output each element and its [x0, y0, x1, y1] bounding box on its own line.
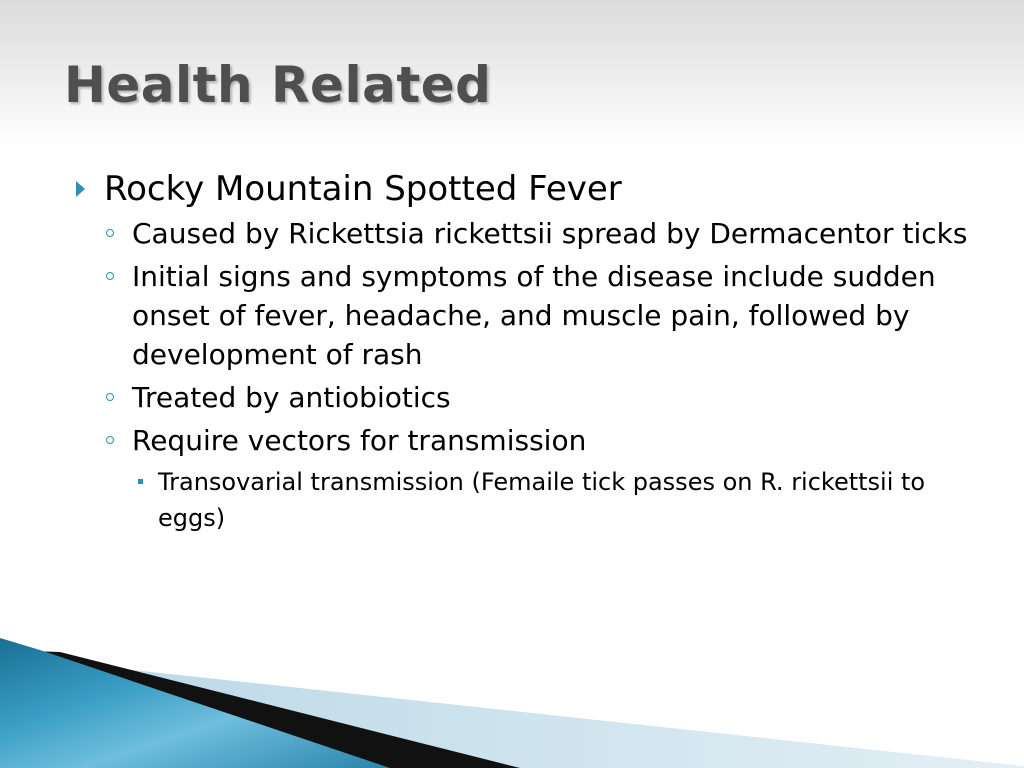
bullet-level2: [100, 378, 972, 417]
bullet-level2: [100, 257, 972, 374]
bullet-text: Rocky Mountain Spotted Fever: [104, 169, 622, 209]
bullet-text: Initial signs and symptoms of the disease include sudden onset of fever, headache, and muscle pain, followed by development of rash: [132, 260, 936, 371]
sub-bullet-list: [100, 214, 972, 460]
wave-decoration: [0, 638, 1024, 768]
circle-bullet-icon: [106, 436, 114, 444]
bullet-text: Require vectors for transmission: [132, 424, 587, 457]
square-bullet-icon: [138, 479, 143, 484]
slide-title: Health Related: [64, 56, 492, 114]
bullet-text: Transovarial transmission (Femaile tick passes on R. rickettsii to eggs): [158, 468, 926, 532]
bullet-level2: [100, 421, 972, 460]
circle-bullet-icon: [106, 272, 114, 280]
bullet-level3: [130, 464, 972, 536]
bullet-level2: [100, 214, 972, 253]
bullet-text: Treated by antiobiotics: [132, 381, 451, 414]
sub-sub-bullet-list: [130, 464, 972, 536]
triangle-bullet-icon: [76, 181, 85, 197]
slide-content: [72, 168, 972, 536]
bullet-text: Caused by Rickettsia rickettsii spread by Dermacentor ticks: [132, 217, 968, 250]
circle-bullet-icon: [106, 229, 114, 237]
bullet-level1: [72, 168, 972, 210]
circle-bullet-icon: [106, 393, 114, 401]
